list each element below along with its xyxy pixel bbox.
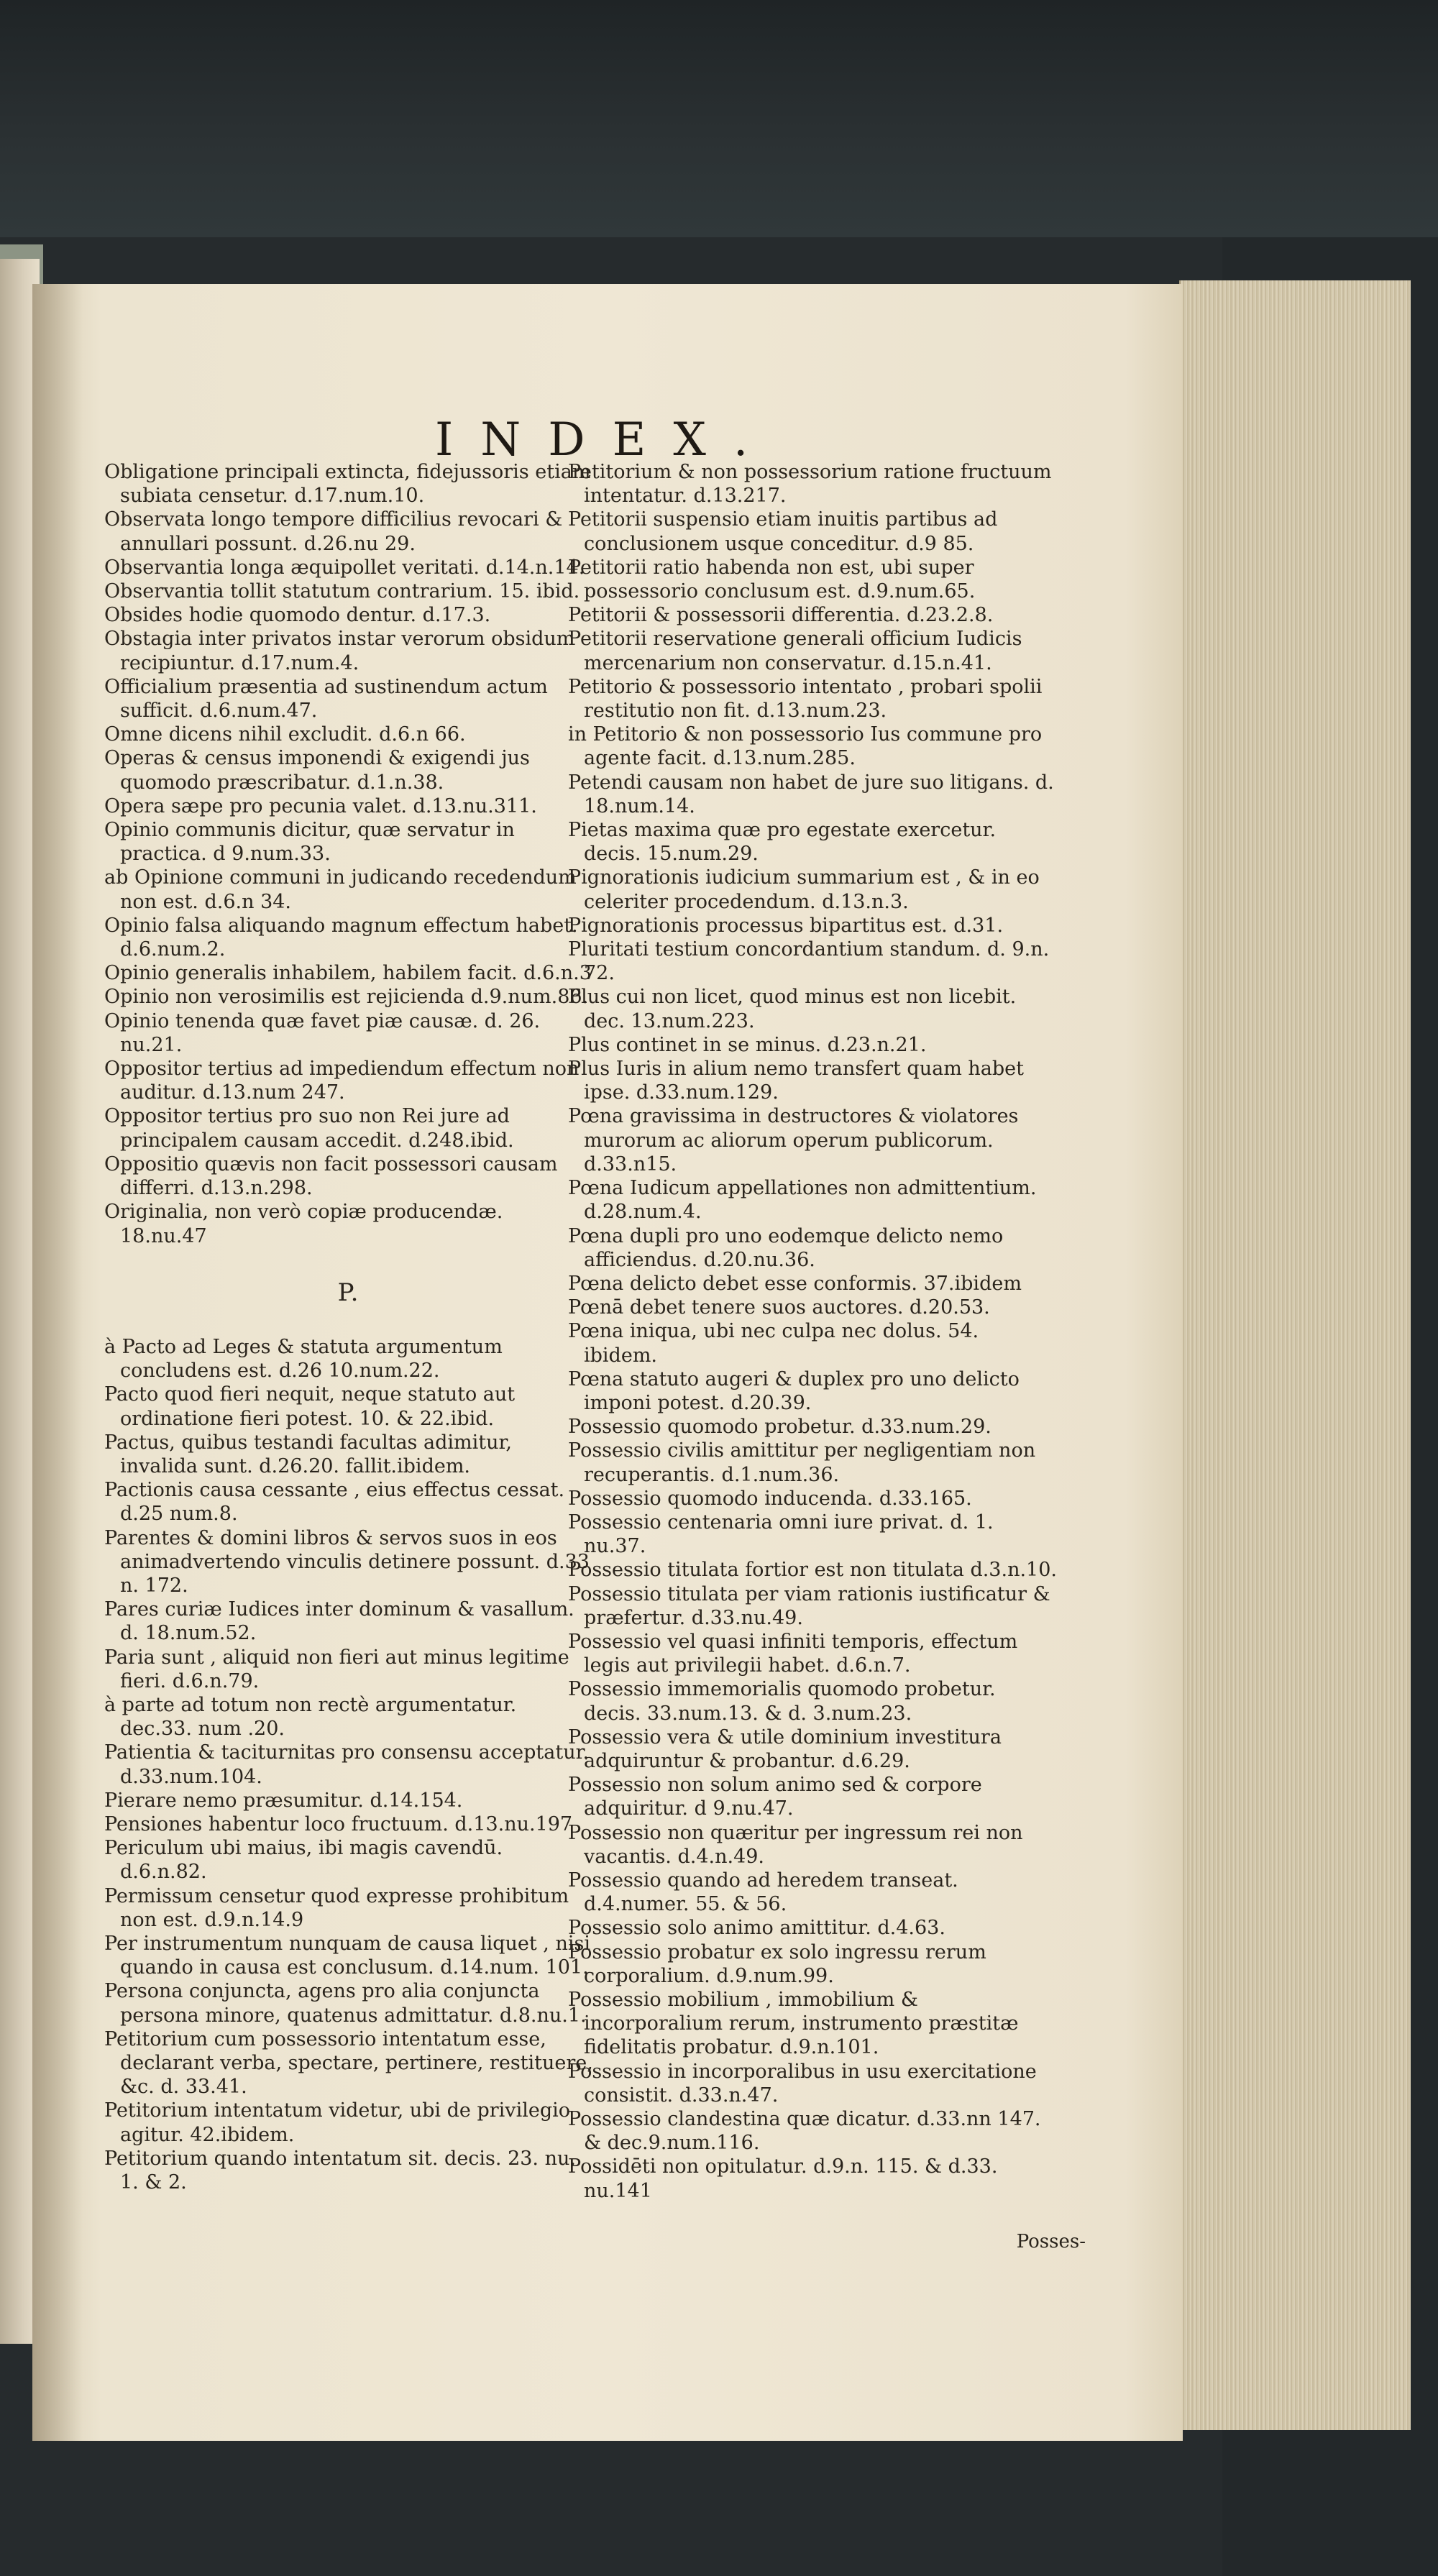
index-entries-p	[104, 1335, 593, 2194]
index-entry: Pœna gravissima in destructores & violatores murorum ac aliorum operum publicorum. d.33.n15.	[568, 1105, 1019, 1175]
index-entry: Petitorium & non possessorium ratione fructuum intentatur. d.13.217.	[568, 461, 1052, 508]
index-entry: Persona conjuncta, agens pro alia conjuncta persona minore, quatenus admittatur. d.8.nu.1.	[104, 1980, 587, 2027]
index-entry: Pœna statuto augeri & duplex pro uno delicto imponi potest. d.20.39.	[568, 1367, 1020, 1414]
index-entry: Possessio titulata fortior est non titulata d.3.n.10.	[568, 1559, 1057, 1582]
index-entry: Plus continet in se minus. d.23.n.21.	[568, 1033, 927, 1056]
index-entries-p-continued	[568, 460, 1057, 2203]
photo-backdrop-top	[0, 0, 1438, 237]
index-entry: Pluritati testium concordantium standum. d. 9.n. 72.	[568, 938, 1050, 985]
index-entry: Petitorii suspensio etiam inuitis partibus ad conclusionem usque conceditur. d.9 85.	[568, 508, 998, 555]
index-entry: Possessio quomodo inducenda. d.33.165.	[568, 1487, 972, 1510]
index-entry: Plus Iuris in alium nemo transfert quam habet ipse. d.33.num.129.	[568, 1058, 1024, 1104]
index-entry: ab Opinione communi in judicando recedendum non est. d.6.n 34.	[104, 866, 577, 913]
index-entry: Observantia longa æquipollet veritati. d.14.n.14.	[104, 556, 585, 579]
index-entry: Pares curiæ Iudices inter dominum & vasallum. d. 18.num.52.	[104, 1598, 574, 1645]
index-entry: Permissum censetur quod expresse prohibitum non est. d.9.n.14.9	[104, 1884, 569, 1931]
index-entry: Opera sæpe pro pecunia valet. d.13.nu.311.	[104, 794, 537, 817]
index-entry: Operas & census imponendi & exigendi jus quomodo præscribatur. d.1.n.38.	[104, 747, 530, 794]
section-letter-p: P.	[337, 1278, 360, 1307]
index-entry: Pœna Iudicum appellationes non admittentium. d.28.num.4.	[568, 1177, 1037, 1224]
index-entry: Petitorii ratio habenda non est, ubi super possessorio conclusum est. d.9.num.65.	[568, 556, 976, 603]
index-entry: Pignorationis iudicium summarium est , & in eo celeriter procedendum. d.13.n.3.	[568, 866, 1040, 913]
index-entry: Pignorationis processus bipartitus est. d.31.	[568, 914, 1004, 937]
index-entry: Oppositor tertius ad impediendum effectum non auditur. d.13.num 247.	[104, 1058, 580, 1104]
catchword: Posses-	[1016, 2231, 1086, 2252]
index-entry: Possessio non quæritur per ingressum rei non vacantis. d.4.n.49.	[568, 1821, 1023, 1868]
index-entry: in Petitorio & non possessorio Ius commune pro agente facit. d.13.num.285.	[568, 723, 1043, 770]
index-entry: Plus cui non licet, quod minus est non licebit. dec. 13.num.223.	[568, 986, 1017, 1032]
page-edges	[1179, 280, 1411, 2430]
index-entry: Petitorio & possessorio intentato , probari spolii restitutio non fit. d.13.num.23.	[568, 675, 1043, 723]
index-entry: Petitorium intentatum videtur, ubi de privilegio agitur. 42.ibidem.	[104, 2099, 570, 2146]
index-entry: Patientia & taciturnitas pro consensu acceptatur. d.33.num.104.	[104, 1741, 590, 1788]
index-entry: Possessio clandestina quæ dicatur. d.33.nn 147. & dec.9.num.116.	[568, 2108, 1041, 2155]
index-entry: Parentes & domini libros & servos suos in eos animadvertendo vinculis detinere possunt. d.33 n. 172.	[104, 1526, 590, 1597]
index-entry: Pœna delicto debet esse conformis. 37.ibidem	[568, 1272, 1022, 1295]
index-entry: à Pacto ad Leges & statuta argumentum concludens est. d.26 10.num.22.	[104, 1335, 503, 1383]
index-entry: Petendi causam non habet de jure suo litigans. d. 18.num.14.	[568, 771, 1054, 817]
index-entry: Obsides hodie quomodo dentur. d.17.3.	[104, 604, 491, 627]
index-column-right	[568, 460, 1057, 2203]
gutter-shadow	[32, 284, 83, 2441]
index-entry: Pœnā debet tenere suos auctores. d.20.53.	[568, 1296, 990, 1319]
index-entry: Possessio vel quasi infiniti temporis, effectum legis aut privilegii habet. d.6.n.7.	[568, 1630, 1018, 1677]
index-entry: Originalia, non verò copiæ producendæ. 18.nu.47	[104, 1201, 503, 1247]
index-entry: Petitorium quando intentatum sit. decis. 23. nu. 1. & 2.	[104, 2147, 576, 2194]
index-entry: Periculum ubi maius, ibi magis cavendū. d.6.n.82.	[104, 1837, 503, 1884]
index-entry: Possessio immemorialis quomodo probetur. decis. 33.num.13. & d. 3.num.23.	[568, 1678, 996, 1725]
index-entry: Pacto quod fieri nequit, neque statuto aut ordinatione fieri potest. 10. & 22.ibid.	[104, 1383, 516, 1430]
index-entry: Pierare nemo præsumitur. d.14.154.	[104, 1789, 463, 1812]
running-head: INDEX.	[435, 413, 776, 467]
index-entry: Possessio mobilium , immobilium & incorporalium rerum, instrumento præstitæ fidelitatis probatur. d.9.n.101.	[568, 1989, 1019, 2059]
index-entry: Per instrumentum nunquam de causa liquet , nisi quando in causa est conclusum. d.14.num. 101.	[104, 1932, 590, 1979]
index-entry: Petitorii & possessorii differentia. d.23.2.8.	[568, 604, 994, 627]
index-entry: Pœna dupli pro uno eodemque delicto nemo afficiendus. d.20.nu.36.	[568, 1224, 1004, 1271]
index-entry: Petitorium cum possessorio intentatum esse, declarant verba, spectare, pertinere, restituere, &c. d. 33.41.	[104, 2027, 593, 2099]
index-entry: Possessio quomodo probetur. d.33.num.29.	[568, 1416, 992, 1439]
index-entry: Opinio tenenda quæ favet piæ causæ. d. 26. nu.21.	[104, 1009, 541, 1056]
index-entry: Opinio non verosimilis est rejicienda d.9.num.86.	[104, 986, 589, 1009]
index-entry: Possessio non solum animo sed & corpore adquiritur. d 9.nu.47.	[568, 1774, 982, 1820]
index-entry: Possessio in incorporalibus in usu exercitatione consistit. d.33.n.47.	[568, 2060, 1037, 2107]
index-entry: Omne dicens nihil excludit. d.6.n 66.	[104, 723, 466, 746]
index-entry: Oppositio quævis non facit possessori causam differri. d.13.n.298.	[104, 1152, 558, 1200]
index-entry: Pactus, quibus testandi facultas adimitur, invalida sunt. d.26.20. fallit.ibidem.	[104, 1431, 513, 1477]
index-entry: Pietas maxima quæ pro egestate exercetur. decis. 15.num.29.	[568, 819, 997, 866]
index-entry: Possessio civilis amittitur per negligentiam non recuperantis. d.1.num.36.	[568, 1439, 1036, 1486]
index-entry: Possessio quando ad heredem transeat. d.4.numer. 55. & 56.	[568, 1869, 958, 1916]
index-entry: à parte ad totum non rectè argumentatur. dec.33. num .20.	[104, 1693, 517, 1741]
index-column-left	[104, 460, 593, 2194]
index-entries-o	[104, 460, 593, 1248]
index-entry: Obligatione principali extincta, fidejussoris etiam subiata censetur. d.17.num.10.	[104, 461, 591, 508]
index-entry: Petitorii reservatione generali officium Iudicis mercenarium non conservatur. d.15.n.41.	[568, 628, 1022, 674]
index-entry: Opinio communis dicitur, quæ servatur in practica. d 9.num.33.	[104, 819, 515, 866]
index-entry: Observantia tollit statutum contrarium. 15. ibid.	[104, 580, 580, 603]
index-entry: Possessio vera & utile dominium investitura adquiruntur & probantur. d.6.29.	[568, 1725, 1002, 1772]
index-entry: Paria sunt , aliquid non fieri aut minus legitime fieri. d.6.n.79.	[104, 1646, 569, 1692]
index-entry: Oppositor tertius pro suo non Rei jure ad principalem causam accedit. d.248.ibid.	[104, 1105, 514, 1152]
index-entry: Pensiones habentur loco fructuum. d.13.nu.197	[104, 1812, 573, 1835]
index-entry: Possessio centenaria omni iure privat. d. 1. nu.37.	[568, 1511, 994, 1558]
index-entry: Obstagia inter privatos instar verorum obsidum recipiuntur. d.17.num.4.	[104, 628, 575, 674]
index-entry: Possessio solo animo amittitur. d.4.63.	[568, 1917, 945, 1940]
index-entry: Possidēti non opitulatur. d.9.n. 115. & d.33. nu.141	[568, 2155, 998, 2202]
index-entry: Opinio falsa aliquando magnum effectum habet. d.6.num.2.	[104, 914, 578, 961]
book-page	[32, 284, 1183, 2441]
index-entry: Observata longo tempore difficilius revocari & annullari possunt. d.26.nu 29.	[104, 508, 563, 555]
index-entry: Pœna iniqua, ubi nec culpa nec dolus. 54. ibidem.	[568, 1320, 979, 1367]
index-entry: Officialium præsentia ad sustinendum actum sufficit. d.6.num.47.	[104, 675, 548, 723]
index-entry: Possessio titulata per viam rationis iustificatur & præfertur. d.33.nu.49.	[568, 1582, 1050, 1629]
index-entry: Opinio generalis inhabilem, habilem facit. d.6.n.3	[104, 962, 592, 985]
index-entry: Possessio probatur ex solo ingressu rerum corporalium. d.9.num.99.	[568, 1940, 986, 1987]
index-entry: Pactionis causa cessante , eius effectus cessat. d.25 num.8.	[104, 1479, 565, 1526]
